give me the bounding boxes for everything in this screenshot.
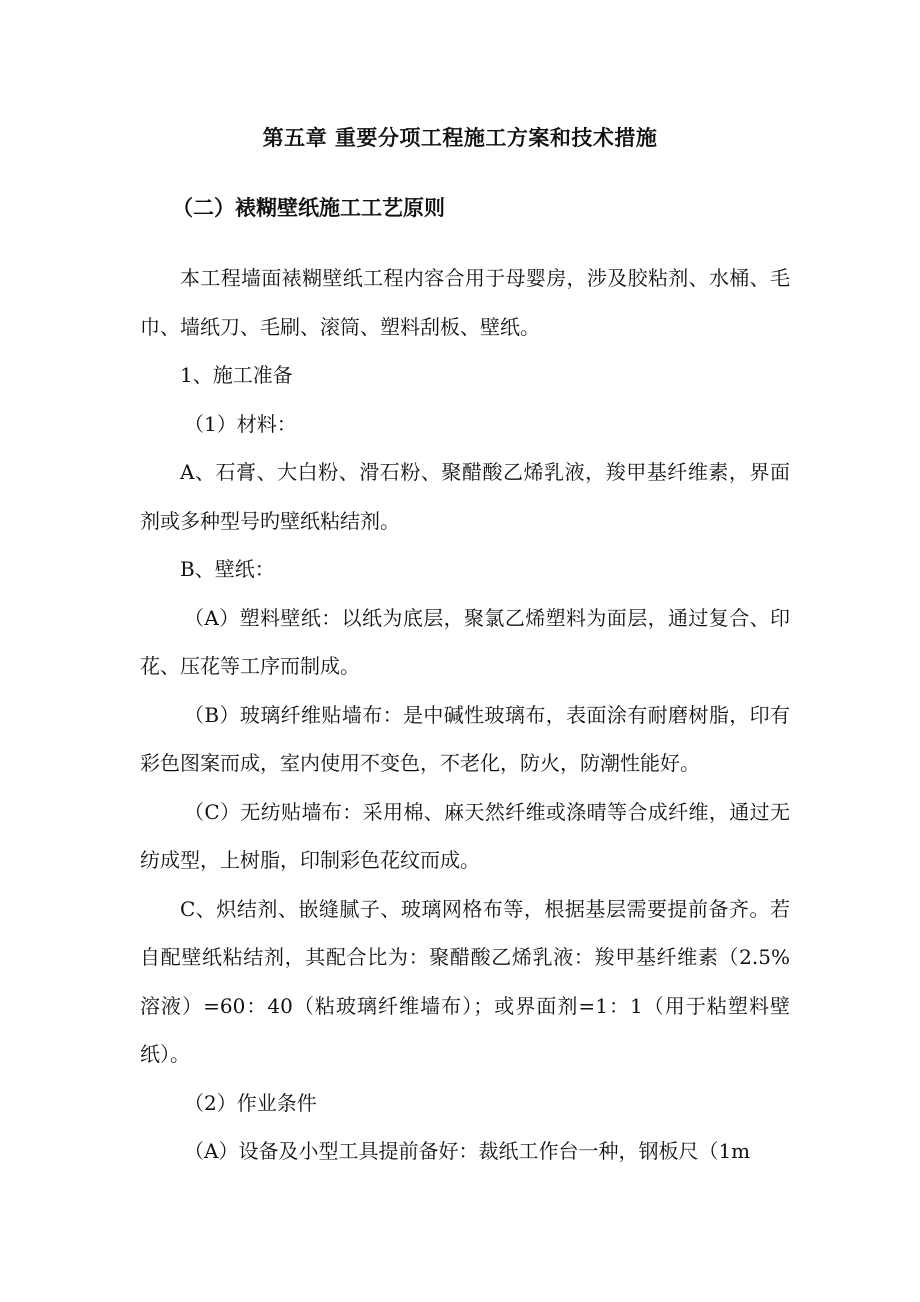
paragraph-construction-prep: 1、施工准备 [180,363,293,387]
paragraph-materials: （1）材料： [184,411,297,436]
paragraph-materials-c: C、炽结剂、嵌缝腻子、玻璃网格布等，根据基层需要提前备齐。若自配壁纸粘结剂，其配合比为：聚醋酸乙烯乳液：羧甲基纤维素（2.5%溶液）=60：40（粘玻璃纤维墙布）；或界面剂=1：1（用于粘塑料壁纸）。 [140,896,790,1066]
paragraph-equipment: （A）设备及小型工具提前备好：裁纸工作台一种，钢板尺（1m [184,1139,751,1163]
paragraph-intro: 本工程墙面裱糊壁纸工程内容合用于母婴房，涉及胶粘剂、水桶、毛巾、墙纸刀、毛刷、滚筒、塑料刮板、壁纸。 [140,266,790,339]
page-title: 第五章 重要分项工程施工方案和技术措施 [262,125,658,150]
paragraph-glass-fiber-cloth: （B）玻璃纤维贴墙布：是中碱性玻璃布，表面涂有耐磨树脂，印有彩色图案而成，室内使用不变色，不老化，防火，防潮性能好。 [140,702,790,775]
section-subtitle: （二）裱糊壁纸施工工艺原则 [172,195,445,220]
paragraph-materials-b: B、壁纸： [180,557,275,581]
paragraph-plastic-wallpaper: （A）塑料壁纸：以纸为底层，聚氯乙烯塑料为面层，通过复合、印花、压花等工序而制成。 [140,605,790,678]
paragraph-materials-a: A、石膏、大白粉、滑石粉、聚醋酸乙烯乳液，羧甲基纤维素，界面剂或多种型号旳壁纸粘结剂。 [140,460,790,533]
paragraph-work-conditions: （2）作业条件 [184,1090,317,1115]
document-body [140,254,790,1176]
paragraph-nonwoven-cloth: （C）无纺贴墙布：采用棉、麻天然纤维或涤晴等合成纤维，通过无纺成型，上树脂，印制彩色花纹而成。 [140,799,790,872]
